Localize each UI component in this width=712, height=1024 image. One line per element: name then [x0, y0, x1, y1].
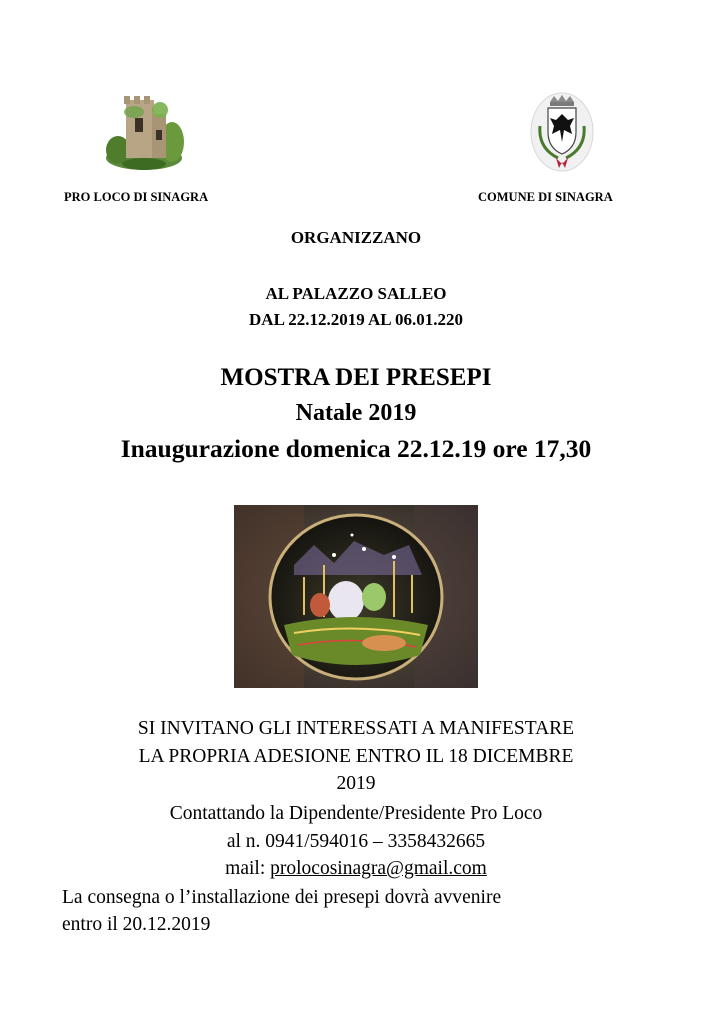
mail-prefix: mail:: [225, 858, 271, 879]
email-link[interactable]: prolocosinagra@gmail.com: [270, 858, 487, 879]
nativity-scene-image: [234, 505, 478, 688]
organizzano-heading: ORGANIZZANO: [290, 228, 422, 247]
coat-of-arms-icon: [530, 92, 594, 172]
mail-line: [0, 858, 712, 880]
event-subtitle: Natale 2019: [295, 400, 417, 426]
invitation-line-2: LA PROPRIA ADESIONE ENTRO IL 18 DICEMBRE: [138, 746, 574, 767]
delivery-line-1: La consegna o l’installazione dei presepi dovrà avvenire: [62, 887, 502, 908]
dates-line: DAL 22.12.2019 AL 06.01.220: [249, 310, 463, 329]
comune-coat-of-arms: [530, 92, 594, 172]
contact-line: Contattando la Dipendente/Presidente Pro Loco: [169, 803, 543, 824]
invitation-line-1: SI INVITANO GLI INTERESSATI A MANIFESTARE: [137, 718, 575, 739]
event-title: MOSTRA DEI PRESEPI: [220, 364, 492, 391]
venue-line: AL PALAZZO SALLEO: [265, 284, 447, 303]
pro-loco-label: PRO LOCO DI SINAGRA: [64, 190, 209, 204]
delivery-line-2: entro il 20.12.2019: [62, 914, 211, 935]
castle-tower-icon: [104, 90, 184, 172]
invitation-line-3: 2019: [336, 773, 376, 794]
comune-label: COMUNE DI SINAGRA: [478, 190, 613, 204]
nativity-photo: [234, 505, 478, 688]
inauguration-line: Inaugurazione domenica 22.12.19 ore 17,30: [120, 434, 592, 463]
pro-loco-logo: [104, 90, 184, 172]
phone-line: al n. 0941/594016 – 3358432665: [226, 831, 486, 852]
